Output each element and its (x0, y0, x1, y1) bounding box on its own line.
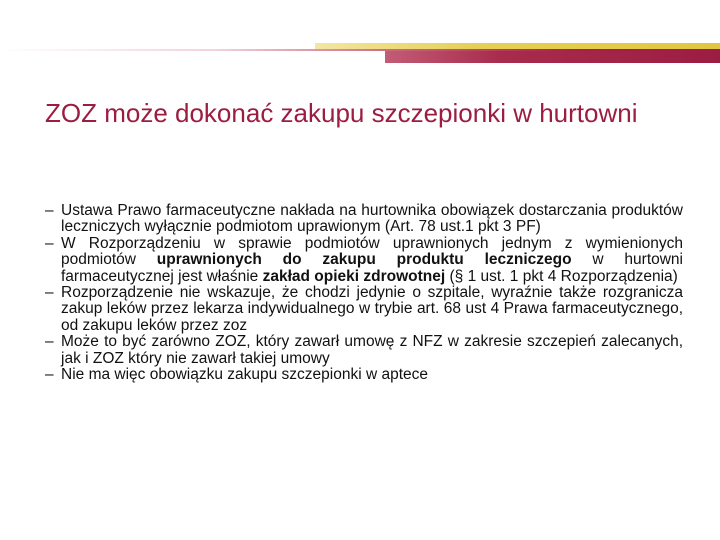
bullet-text: W Rozporządzeniu w sprawie podmiotów uprawnionych jednym z wymienionych podmiotów (61, 234, 683, 269)
bullet-text: Może to być zarówno ZOZ, który zawarł umowę z NFZ w zakresie szczepień zalecanych, jak i ZOZ który nie zawarł takiej umowy (61, 333, 683, 367)
bullet-text-bold: zakład opieki zdrowotnej (262, 267, 446, 285)
decorative-header-bars (0, 43, 720, 63)
bullet-text: (§ 1 ust. 1 pkt 4 Rozporządzenia) (445, 267, 678, 285)
bullet-dash: – (45, 366, 54, 384)
bullet-item-3 (45, 285, 683, 334)
bullet-item-1 (45, 203, 683, 236)
bullet-text: Rozporządzenie nie wskazuje, że chodzi jedynie o szpitale, wyraźnie także rozgranicza zakup leków przez lekarza indywidualnego w trybie art. 68 ust 4 Prawa farmaceutycznego, od zakupu leków przez zoz (61, 284, 683, 334)
bullet-list (45, 203, 683, 383)
bullet-text: Nie ma więc obowiązku zakupu szczepionki w aptece (61, 366, 429, 384)
bullet-dash: – (45, 333, 54, 351)
bullet-item-5 (45, 367, 683, 383)
bullet-item-2 (45, 236, 683, 285)
bullet-dash: – (45, 234, 54, 252)
bullet-text-bold: uprawnionych do zakupu produktu leczniczego (156, 251, 572, 269)
bullet-item-4 (45, 334, 683, 367)
red-accent-bar (385, 51, 720, 63)
bullet-text: w hurtowni farmaceutycznej jest właśnie (61, 251, 684, 285)
bullet-text: Ustawa Prawo farmaceutyczne nakłada na hurtownika obowiązek dostarczania produktów leczniczych wyłącznie podmiotom uprawionym (Art. 78 ust.1 pkt 3 PF) (61, 202, 683, 236)
bullet-dash: – (45, 202, 54, 219)
slide-title: ZOZ może dokonać zakupu szczepionki w hurtowni (45, 98, 638, 128)
bullet-dash: – (45, 284, 54, 302)
